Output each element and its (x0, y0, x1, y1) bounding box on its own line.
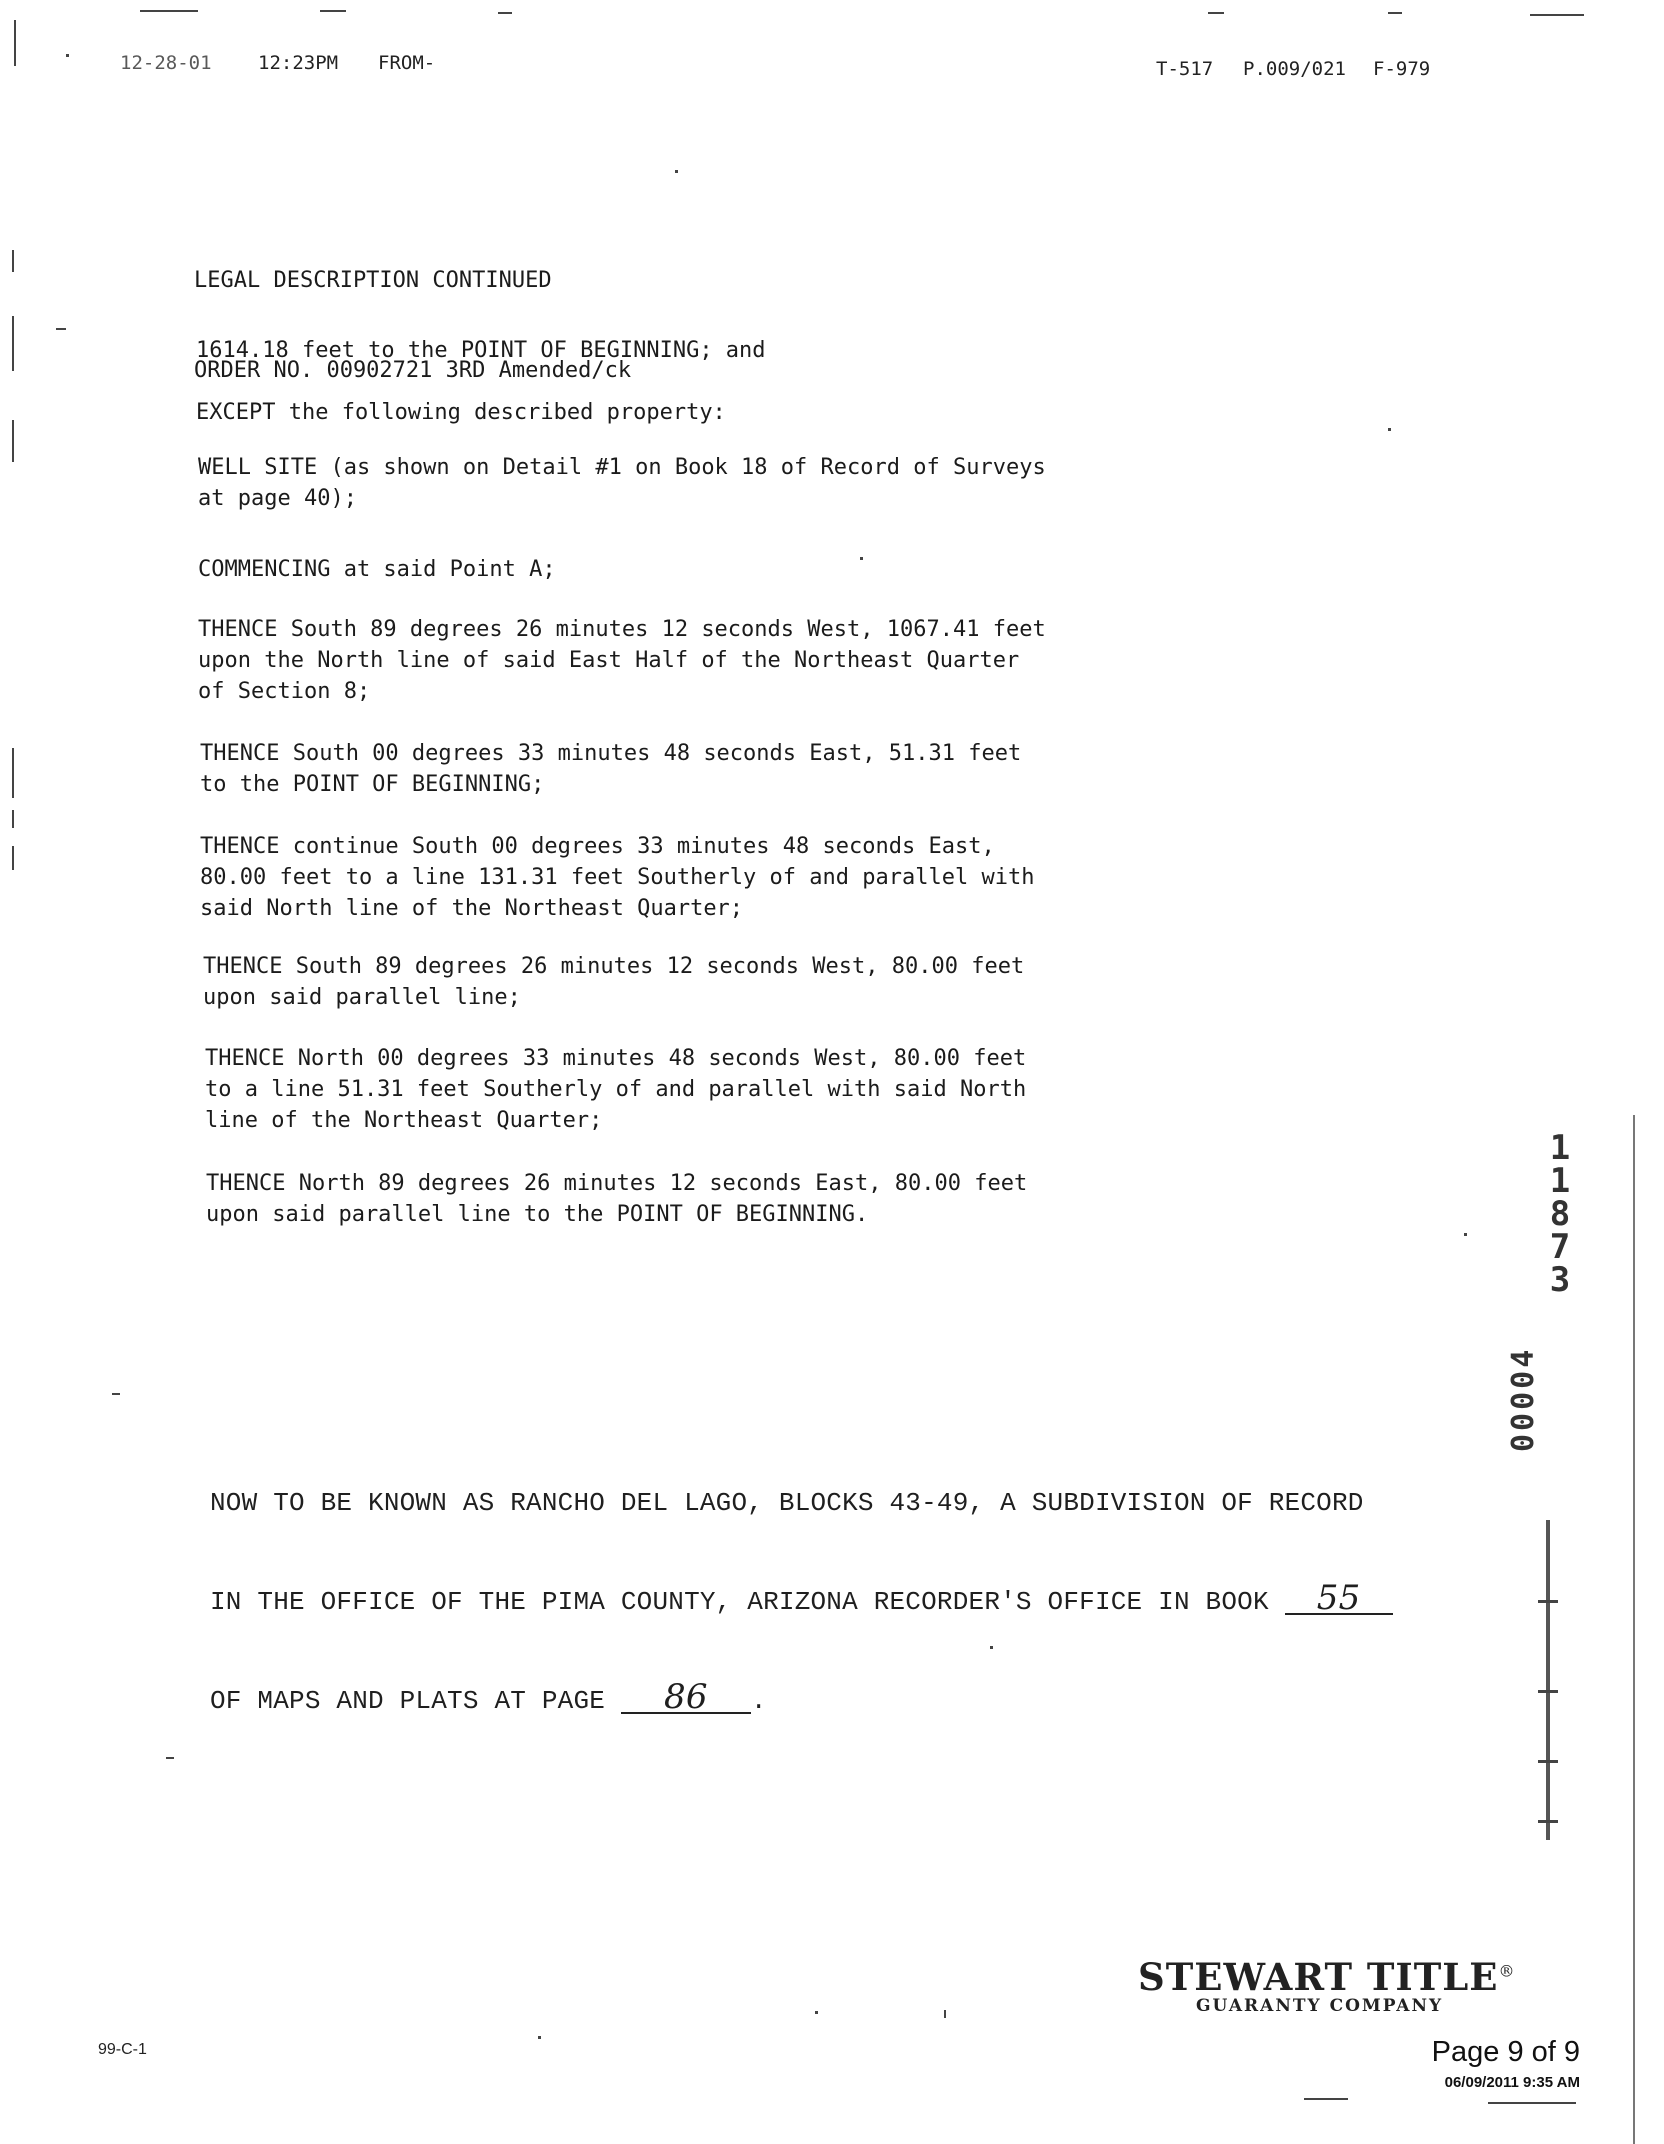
company-subtitle: GUARANTY COMPANY (1196, 1996, 1444, 2016)
top-edge-mark (1530, 14, 1584, 16)
registered-mark: ® (1498, 1961, 1516, 1981)
heading-order-number: ORDER NO. 00902721 3RD Amended/ck (194, 358, 632, 383)
paragraph-point-of-beginning: 1614.18 feet to the POINT OF BEGINNING; and (196, 338, 766, 363)
docket-digit: 1 (1549, 1128, 1571, 1168)
paragraph-except: EXCEPT the following described property: (196, 400, 726, 425)
left-margin-mark (12, 420, 14, 462)
fax-time: 12:23PM (258, 52, 339, 74)
recording-note-period: . (750, 1686, 767, 1716)
paragraph-thence-1: THENCE South 89 degrees 26 minutes 12 seconds West, 1067.41 feet upon the North line of said East Half of the Northeast Quarter of Section 8; (198, 617, 1046, 704)
paragraph-thence-2: THENCE South 00 degrees 33 minutes 48 seconds East, 51.31 feet to the POINT OF BEGINNING; (200, 741, 1022, 797)
paragraph-thence-6: THENCE North 89 degrees 26 minutes 12 seconds East, 80.00 feet upon said parallel line to the POINT OF BEGINNING. (206, 1171, 1028, 1227)
scan-speck (1304, 2098, 1348, 2100)
fax-date: 12-28-01 (120, 52, 212, 74)
scan-speck (944, 2010, 946, 2018)
recorder-page-stamp: 00004 (1506, 1346, 1541, 1452)
left-margin-mark (12, 250, 14, 272)
scan-speck (675, 170, 678, 173)
recording-note-line-2-text: IN THE OFFICE OF THE PIMA COUNTY, ARIZONA RECORDER'S OFFICE IN BOOK (210, 1587, 1269, 1617)
scan-speck (1464, 1233, 1467, 1236)
top-edge-mark (140, 10, 198, 12)
fax-transmission-id: T-517 (1156, 58, 1214, 80)
scan-speck (166, 1757, 174, 1759)
recording-note-line-2 (210, 1578, 1393, 1618)
paragraph-commencing: COMMENCING at said Point A; (198, 557, 556, 582)
scan-speck (860, 557, 863, 560)
fax-number: F-979 (1373, 58, 1431, 80)
left-margin-mark (12, 316, 14, 371)
docket-digit: 7 (1549, 1227, 1571, 1267)
fax-from: FROM- (378, 52, 436, 74)
heading-title: LEGAL DESCRIPTION CONTINUED (194, 268, 552, 293)
recorder-docket-stamp (1545, 1128, 1575, 1300)
left-margin-mark (12, 748, 14, 798)
crossed-stamp-mark (1538, 1690, 1558, 1693)
scan-speck (990, 1646, 993, 1649)
company-name: STEWART TITLE (1138, 1955, 1499, 1999)
book-number-handwritten: 55 (1285, 1583, 1393, 1615)
fax-page-counter: P.009/021 (1243, 58, 1346, 80)
paragraph-thence-5: THENCE North 00 degrees 33 minutes 48 seconds West, 80.00 feet to a line 51.31 feet Southerly of and parallel with said North line of the Northeast Quarter; (205, 1046, 1027, 1133)
company-logo (1138, 1955, 1515, 1999)
scan-speck (538, 2036, 541, 2039)
page-label: Page 9 of 9 (1431, 2036, 1580, 2068)
crossed-stamp-mark (1538, 1820, 1558, 1823)
recording-note (210, 1423, 1393, 1749)
top-edge-mark (1388, 12, 1402, 14)
page-number-handwritten: 86 (621, 1682, 751, 1714)
paragraph-thence-4: THENCE South 89 degrees 26 minutes 12 seconds West, 80.00 feet upon said parallel line; (203, 954, 1025, 1010)
scan-speck (66, 54, 69, 57)
form-code: 99-C-1 (98, 2041, 147, 2058)
top-edge-mark (320, 10, 346, 12)
top-edge-mark (1208, 12, 1224, 14)
scan-speck (1488, 2102, 1576, 2104)
docket-digit: 1 (1549, 1161, 1571, 1201)
docket-digit: 8 (1549, 1194, 1571, 1234)
paragraph-thence-3: THENCE continue South 00 degrees 33 minutes 48 seconds East, 80.00 feet to a line 131.31 feet Southerly of and parallel with said North line of the Northeast Quarter; (200, 834, 1035, 921)
scan-speck (1388, 428, 1391, 431)
left-margin-mark (14, 20, 16, 66)
crossed-stamp-mark (1546, 1520, 1550, 1840)
recording-note-line-3-text: OF MAPS AND PLATS AT PAGE (210, 1686, 606, 1716)
right-border-line (1633, 1115, 1635, 2144)
scan-speck (815, 2011, 818, 2014)
print-timestamp: 06/09/2011 9:35 AM (1444, 2074, 1580, 2091)
left-margin-mark (12, 810, 14, 828)
crossed-stamp-mark (1538, 1600, 1558, 1603)
recording-note-line-3 (210, 1677, 1393, 1717)
crossed-stamp-mark (1538, 1760, 1558, 1763)
scan-speck (112, 1393, 120, 1395)
recording-note-line-1: NOW TO BE KNOWN AS RANCHO DEL LAGO, BLOCKS 43-49, A SUBDIVISION OF RECORD (210, 1488, 1364, 1518)
docket-digit: 3 (1549, 1260, 1571, 1300)
scan-speck (56, 328, 66, 330)
paragraph-well-site: WELL SITE (as shown on Detail #1 on Book 18 of Record of Surveys at page 40); (198, 455, 1046, 511)
top-edge-mark (498, 12, 512, 14)
legal-heading (194, 206, 631, 416)
left-margin-mark (12, 846, 14, 870)
